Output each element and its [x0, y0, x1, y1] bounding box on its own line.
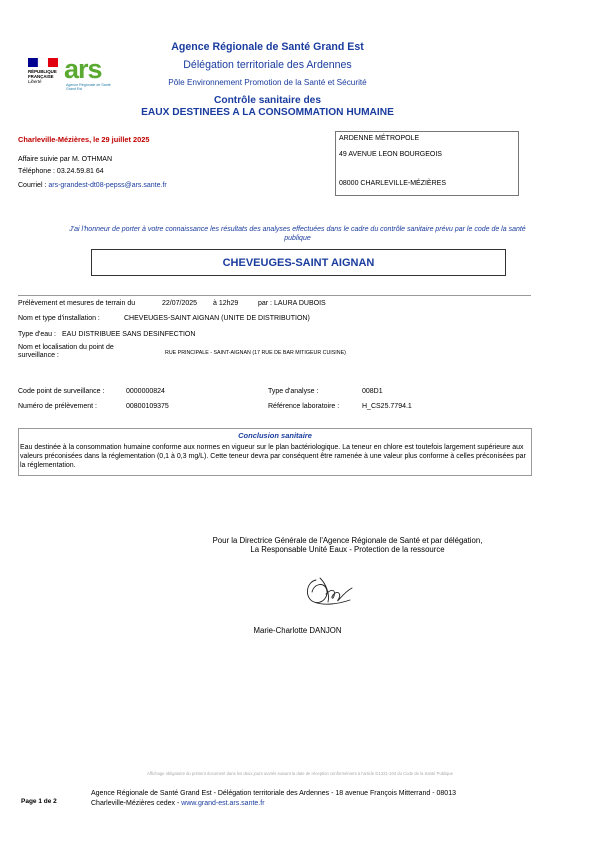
website-link[interactable]: www.grand-est.ars.sante.fr [181, 800, 265, 807]
telephone [18, 168, 104, 175]
courriel [18, 182, 167, 189]
installation-value: CHEVEUGES-SAINT AIGNAN (UNITE DE DISTRIBUTION) [124, 315, 310, 322]
courriel-link[interactable]: ars-grandest-dt08-pepss@ars.sante.fr [48, 182, 167, 189]
installation-label: Nom et type d'installation : [18, 315, 100, 322]
document-title-line1: Contrôle sanitaire des [214, 95, 321, 106]
rf-logo-text: RÉPUBLIQUE FRANÇAISE Liberté [28, 69, 57, 84]
page-number: Page 1 de 2 [21, 798, 57, 805]
lab-reference-value: H_CS25.7794.1 [362, 403, 412, 410]
prelevement-date: 22/07/2025 [162, 300, 198, 307]
conclusion-text: Eau destinée à la consommation humaine conforme aux normes en vigueur sur le plan bactériologique. La teneur en chlore est toutefois largement supérieure aux valeurs préconisées dans la réglementation (0,1 à 0,3 mg/L). Cette teneur devra par conséquent être ramenée à une valeur plus conforme à celles préconisées par la réglementation. [20, 444, 526, 469]
telephone-value: 03.24.59.81 64 [56, 168, 104, 175]
analysis-type-label: Type d'analyse : [268, 388, 319, 395]
conclusion-title: Conclusion sanitaire [238, 431, 312, 440]
signature-role: La Responsable Unité Eaux - Protection de la ressource [250, 545, 445, 554]
divider [18, 295, 531, 296]
recipient-line2: 49 AVENUE LEON BOURGEOIS [339, 151, 442, 158]
recipient-line1: ARDENNE MÉTROPOLE [339, 135, 420, 142]
affaire-suivie: Affaire suivie par M. OTHMAN [18, 156, 113, 163]
surveillance-point-label: Nom et localisation du point de surveillance : [18, 344, 114, 359]
agency-name: Agence Régionale de Santé Grand Est [171, 41, 364, 53]
commune-title: CHEVEUGES-SAINT AIGNAN [91, 249, 506, 276]
letter-date: Charleville-Mézières, le 29 juillet 2025 [18, 135, 150, 144]
pole-name: Pôle Environnement Promotion de la Santé et Sécurité [168, 78, 367, 87]
ars-wordmark: ars [64, 54, 102, 84]
code-point-value: 0000000824 [126, 388, 165, 395]
prelevement-label: Prélèvement et mesures de terrain du [18, 300, 136, 307]
sample-number-label: Numéro de prélèvement : [18, 403, 97, 410]
signer-name: Marie-Charlotte DANJON [253, 626, 342, 635]
analysis-type-value: 008D1 [362, 388, 383, 395]
lab-reference-label: Référence laboratoire : [268, 403, 340, 410]
footer-city: Charleville-Mézières cedex - [91, 800, 182, 807]
prelevement-by: par : LAURA DUBOIS [258, 300, 326, 307]
telephone-label: Téléphone : [18, 168, 57, 175]
footer-address-line1: Agence Régionale de Santé Grand Est - Délégation territoriale des Ardennes - 18 avenue François Mitterrand - 08013 [91, 790, 456, 797]
recipient-line3: 08000 CHARLEVILLE-MÉZIÈRES [339, 180, 446, 187]
display-notice: Affichage obligatoire du présent document dans les deux jours ouvrés suivant la date de réception conformément à l'article D1321-104 du Code de la Santé Publique [147, 771, 453, 776]
prelevement-time: à 12h29 [213, 300, 239, 307]
republique-francaise-logo [28, 58, 62, 96]
ars-logo-subtitle: Agence Régionale de Santé Grand Est [66, 83, 111, 92]
footer-address-line2 [91, 800, 265, 807]
code-point-label: Code point de surveillance : [18, 388, 105, 395]
water-type-label: Type d'eau : [18, 331, 56, 338]
intro-text: J'ai l'honneur de porter à votre connaissance les résultats des analyses effectuées dans le cadre du contrôle sanitaire prévu par le code de la santé publique [69, 226, 526, 242]
marianne-flag-icon [28, 58, 58, 67]
sample-number-value: 00800109375 [126, 403, 169, 410]
ars-logo [64, 54, 116, 96]
signature-delegation: Pour la Directrice Générale de l'Agence Régionale de Santé et par délégation, [212, 536, 483, 545]
surveillance-point-value: RUE PRINCIPALE - SAINT-AIGNAN (17 RUE DE BAR MITIGEUR CUISINE) [165, 350, 346, 356]
document-title-line2: EAUX DESTINEES A LA CONSOMMATION HUMAINE [141, 107, 394, 118]
water-type-value: EAU DISTRIBUEE SANS DESINFECTION [62, 331, 196, 338]
courriel-label: Courriel : [18, 182, 49, 189]
handwritten-signature [300, 572, 360, 610]
recipient-address-box [335, 131, 519, 196]
delegation-name: Délégation territoriale des Ardennes [183, 59, 352, 71]
